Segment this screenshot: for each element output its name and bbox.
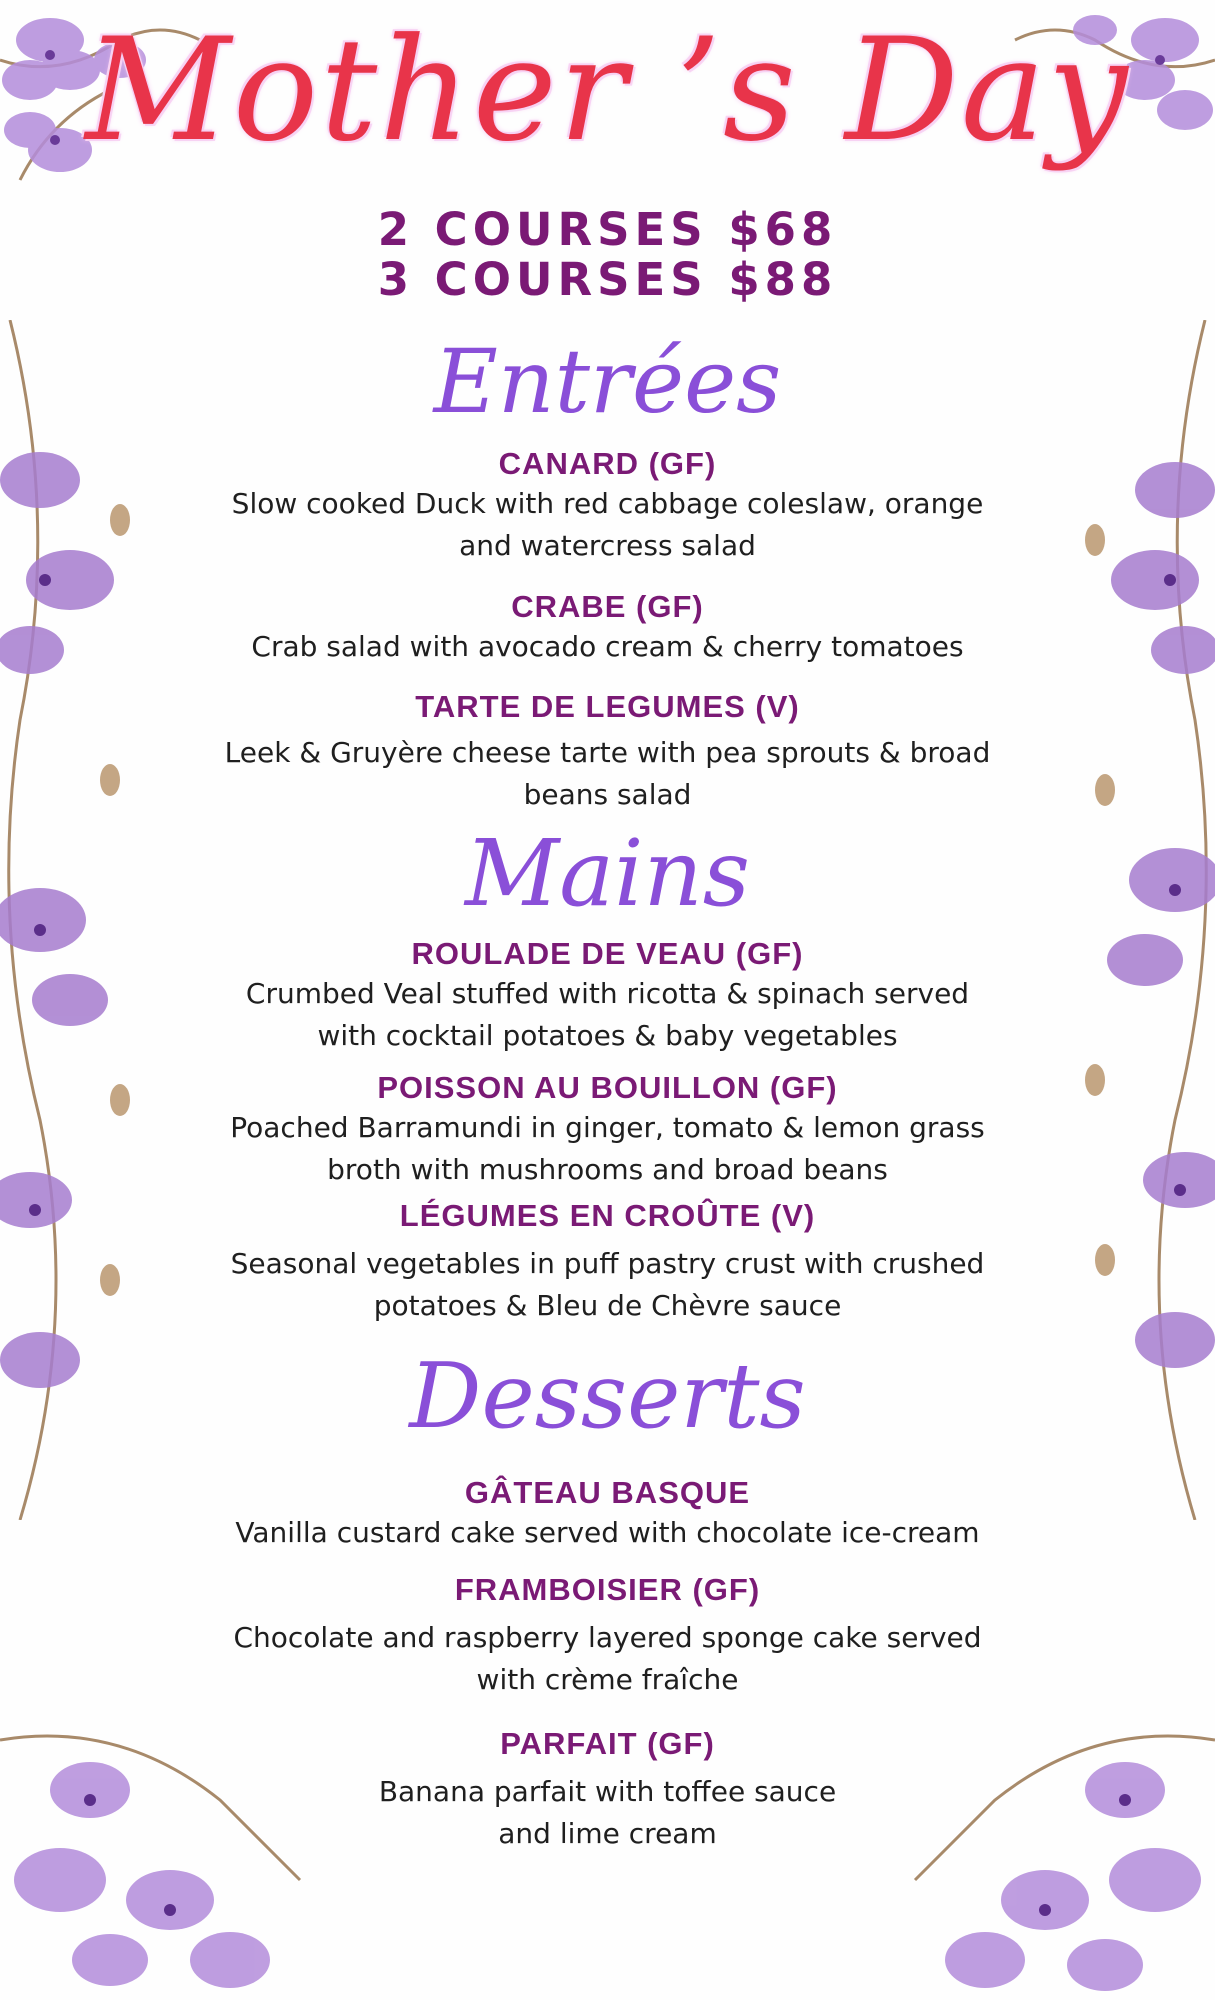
menu-item — [0, 688, 1215, 816]
menu-item-description: Banana parfait with toffee sauce and lime cream — [378, 1775, 837, 1850]
menu-item-description: Poached Barramundi in ginger, tomato & lemon grass broth with mushrooms and broad beans — [230, 1111, 985, 1186]
page-title: Mother ’s Day — [85, 8, 1130, 173]
menu-item-name: LÉGUMES EN CROÛTE (V) — [399, 1198, 816, 1233]
price-two-courses: 2 COURSES $68 — [377, 203, 838, 256]
menu-item-name: GÂTEAU BASQUE — [464, 1475, 751, 1510]
menu-item-description: Slow cooked Duck with red cabbage coleslaw, orange and watercress salad — [231, 487, 984, 562]
menu-item — [0, 935, 1215, 1057]
menu-item-name: FRAMBOISIER (GF) — [454, 1572, 761, 1607]
section-heading-entrees: Entrées — [433, 330, 782, 433]
menu-item-description: Crumbed Veal stuffed with ricotta & spinach served with cocktail potatoes & baby vegetables — [245, 977, 970, 1052]
menu-item — [0, 445, 1215, 567]
menu-item-description: Leek & Gruyère cheese tarte with pea sprouts & broad beans salad — [224, 736, 991, 811]
section-heading-mains: Mains — [465, 820, 750, 927]
menu-item-name: POISSON AU BOUILLON (GF) — [377, 1070, 838, 1105]
menu-item — [0, 588, 1215, 668]
section-heading-desserts: Desserts — [409, 1344, 806, 1449]
menu-item-name: TARTE DE LEGUMES (V) — [415, 689, 800, 724]
menu-item-name: PARFAIT (GF) — [500, 1726, 715, 1761]
menu-item — [0, 1197, 1215, 1327]
menu-item-name: ROULADE DE VEAU (GF) — [411, 936, 804, 971]
menu-item — [0, 1069, 1215, 1191]
menu-item-name: CANARD (GF) — [498, 446, 717, 481]
menu-item-description: Chocolate and raspberry layered sponge cake served with crème fraîche — [233, 1621, 982, 1696]
menu-item-description: Seasonal vegetables in puff pastry crust with crushed potatoes & Bleu de Chèvre sauce — [230, 1247, 985, 1322]
menu-item-name: CRABE (GF) — [511, 589, 704, 624]
menu-item — [0, 1474, 1215, 1554]
pricing-block — [0, 205, 1215, 305]
price-three-courses: 3 COURSES $88 — [377, 253, 838, 306]
menu-item-description: Crab salad with avocado cream & cherry tomatoes — [251, 630, 964, 663]
menu-item — [0, 1571, 1215, 1701]
menu-item-description: Vanilla custard cake served with chocolate ice-cream — [235, 1516, 980, 1549]
menu-item — [0, 1725, 1215, 1855]
